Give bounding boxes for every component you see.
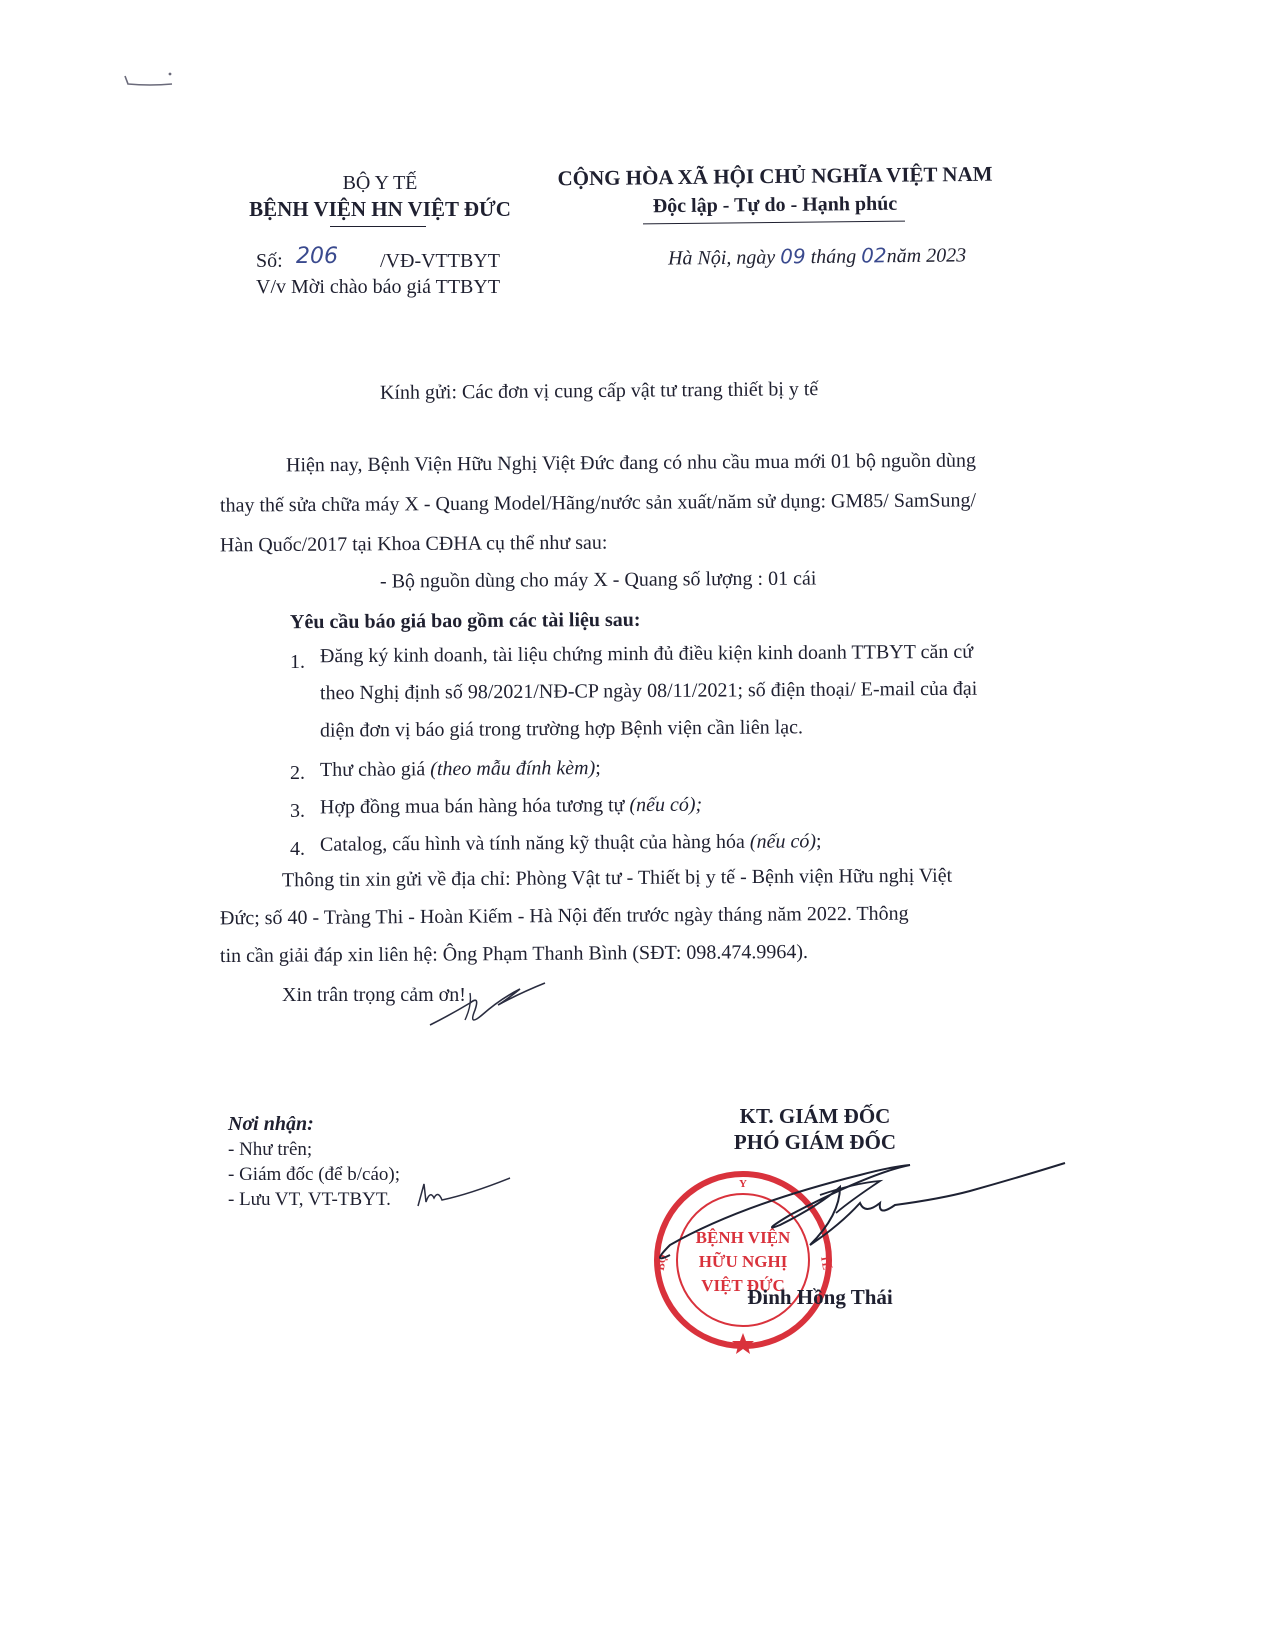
hospital-name: BỆNH VIỆN HN VIỆT ĐỨC [249,197,511,221]
recipients-heading: Nơi nhận: [228,1113,314,1135]
requirements-heading: Yêu cầu báo giá bao gồm các tài liệu sau: [289,608,641,634]
director-signature-icon [640,1155,1070,1275]
intro-line-1: Hiện nay, Bệnh Viện Hữu Nghị Việt Đức đang có nhu cầu mua mới 01 bộ nguồn dùng [285,449,977,477]
contact-line-1: Thông tin xin gửi về địa chỉ: Phòng Vật tư - Thiết bị y tế - Bệnh viện Hữu nghị Việt [281,864,953,892]
req4-line [320,830,822,857]
motto-underline [643,221,905,225]
document-number-handwritten: 206 [296,244,338,269]
recipient-item-1: - Như trên; [228,1139,313,1160]
initials-signature-icon [410,975,550,1035]
signer-title-2: PHÓ GIÁM ĐỐC [733,1130,897,1154]
intro-line-2: thay thế sửa chữa máy X - Quang Model/Hãng/nước sản xuất/năm sử dụng: GM85/ SamSung/ [219,489,977,517]
date-prefix: Hà Nội, ngày [667,246,776,270]
hospital-underline [330,226,426,227]
req2-text: Thư chào giá [319,758,431,781]
seal-line-2: HỮU NGHỊ [698,1252,788,1271]
item-line: - Bộ nguồn dùng cho máy X - Quang số lượng : 01 cái [379,567,817,593]
national-motto: Độc lập - Tự do - Hạnh phúc [652,192,898,218]
date-month-handwritten: 02 [861,243,887,268]
seal-ring-left: BỘ [654,1253,670,1272]
req2-italic: (theo mẫu đính kèm) [430,757,596,781]
document-subject: V/v Mời chào báo giá TTBYT [256,276,501,298]
req3-line [320,794,702,820]
req3-italic: (nếu có); [629,793,703,817]
req2-end: ; [595,757,601,780]
signer-title-1: KT. GIÁM ĐỐC [739,1104,891,1128]
date-year: năm 2023 [886,244,967,268]
closing-line: Xin trân trọng cảm ơn! [282,984,466,1006]
req1-line-1: Đăng ký kinh doanh, tài liệu chứng minh đủ điều kiện kinh doanh TTBYT căn cứ [319,640,974,668]
contact-line-2: Đức; số 40 - Tràng Thi - Hoàn Kiếm - Hà Nội đến trước ngày tháng năm 2022. Thông [219,902,909,930]
req4-text: Catalog, cấu hình và tính năng kỹ thuật của hàng hóa [319,830,750,856]
recipient-item-2: - Giám đốc (để b/cáo); [228,1164,400,1185]
req-number-4: 4. [290,838,305,860]
archive-initials-icon [410,1172,520,1212]
ministry-name: BỘ Y TẾ [342,172,418,194]
seal-star-icon [732,1333,754,1354]
req-number-3: 3. [290,800,305,822]
req1-line-2: theo Nghị định số 98/2021/NĐ-CP ngày 08/11/2021; số điện thoại/ E-mail của đại [319,677,978,705]
date-day-handwritten: 09 [780,244,806,269]
req-number-2: 2. [290,762,305,784]
recipient-line: Kính gửi: Các đơn vị cung cấp vật tư trang thiết bị y tế [379,378,819,404]
corner-mark-icon [120,64,190,94]
seal-ring-top: Y [739,1178,747,1190]
seal-line-3: VIỆT ĐỨC [701,1276,785,1295]
seal-ring-right: TẾ [817,1254,833,1271]
date-month-label: tháng [810,245,857,269]
req-number-1: 1. [290,651,305,673]
recipient-item-3: - Lưu VT, VT-TBYT. [228,1189,391,1210]
req4-end: ; [815,830,822,853]
req3-text: Hợp đồng mua bán hàng hóa tương tự [319,794,630,819]
number-label: Số: [256,250,283,272]
contact-line-3: tin cần giải đáp xin liên hệ: Ông Phạm Thanh Bình (SĐT: 098.474.9964). [219,940,809,968]
req2-line [320,757,601,782]
republic-title: CỘNG HÒA XÃ HỘI CHỦ NGHĨA VIỆT NAM [557,161,993,191]
seal-line-1: BỆNH VIỆN [695,1228,791,1247]
intro-line-3: Hàn Quốc/2017 tại Khoa CĐHA cụ thể như sau: [219,531,608,557]
req1-line-3: diện đơn vị báo giá trong trường hợp Bệnh viện cần liên lạc. [319,716,804,742]
document-number-suffix: /VĐ-VTTBYT [380,250,500,272]
signer-name: Đinh Hồng Thái [747,1285,893,1309]
req4-italic: (nếu có) [749,830,817,853]
date-line [668,242,966,270]
